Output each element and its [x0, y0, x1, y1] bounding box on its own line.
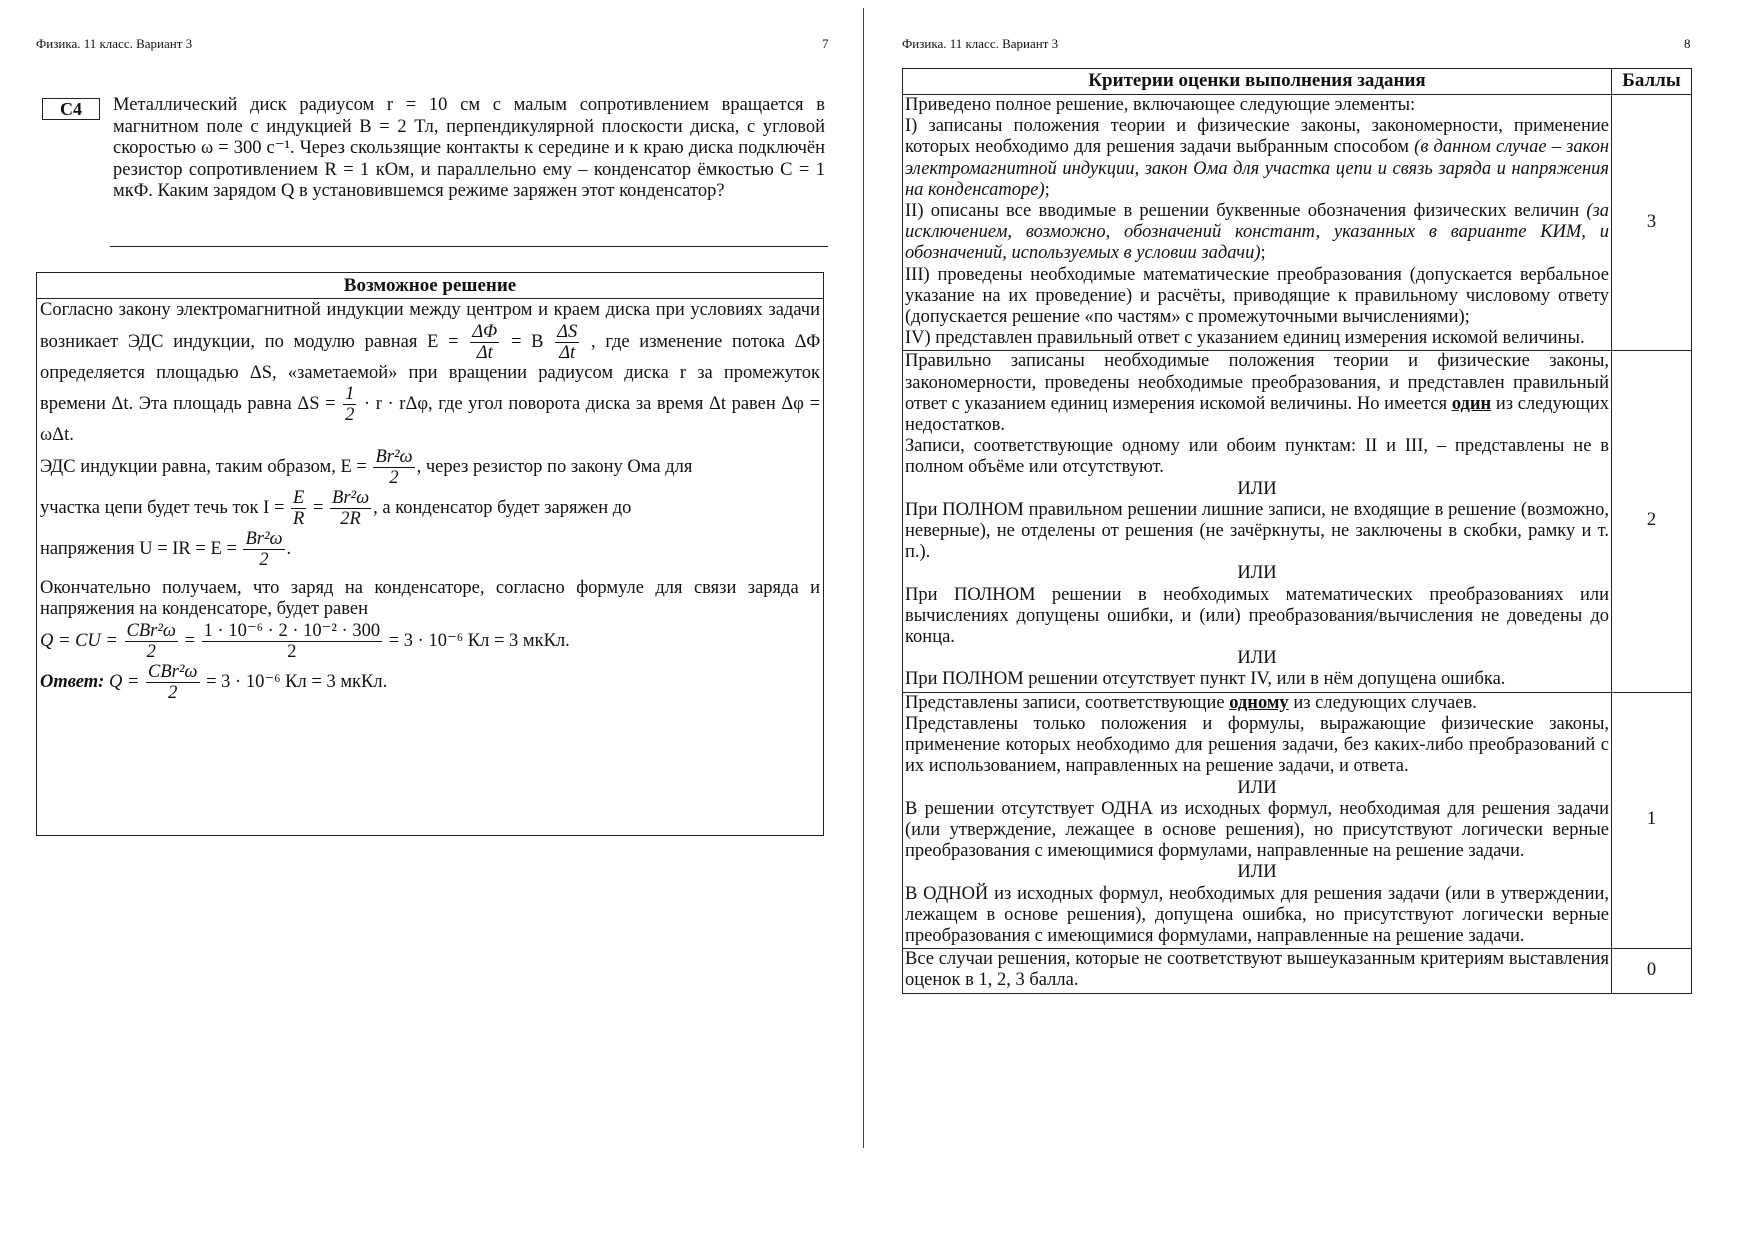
criteria-line — [905, 116, 1609, 201]
solution-paragraph-6 — [40, 621, 820, 662]
frac-num: ΔS — [557, 321, 578, 342]
frac-num: 1 · 10⁻⁶ · 2 · 10⁻² · 300 — [203, 620, 381, 641]
frac-num: Br²ω — [375, 446, 413, 467]
criteria-line: Записи, соответствующие одному или обоим пунктам: II и III, – представлены не в полном объёме или отсутствуют. — [905, 436, 1609, 478]
fraction-dphi-dt — [470, 322, 499, 363]
task-code: С4 — [42, 98, 100, 120]
points-cell: 1 — [1612, 692, 1692, 948]
criteria-emphasis: один — [1451, 393, 1492, 414]
criteria-text: Представлены записи, соответствующие — [905, 692, 1225, 713]
page-number: 7 — [822, 36, 829, 51]
frac-num: Br²ω — [332, 487, 370, 508]
frac-den: 2 — [287, 641, 297, 662]
criteria-cell — [903, 95, 1612, 351]
page-divider — [863, 8, 864, 1148]
frac-num: E — [293, 487, 305, 508]
p2-text-b: , через резистор по закону Ома для — [416, 456, 693, 477]
solution-paragraph-3 — [40, 488, 820, 529]
criteria-line: В решении отсутствует ОДНА из исходных формул, необходимая для решения задачи (или утверждение, лежащее в основе решения), но присутствуют логически верные преобразования с имеющимися формулами, направленные на решение задачи. — [905, 798, 1609, 862]
criteria-table — [902, 68, 1692, 994]
p6-text-a: Q = CU = — [40, 630, 118, 651]
col-header-criteria: Критерии оценки выполнения задания — [903, 69, 1612, 95]
criteria-cell — [903, 692, 1612, 948]
points-cell: 2 — [1612, 351, 1692, 692]
criteria-text: ; — [1260, 243, 1266, 264]
solution-paragraph-4 — [40, 529, 820, 570]
criteria-text: I) записаны положения теории и физические законы, закономерности, применение которых необходимо для решения задачи выбранным способом — [905, 116, 1609, 158]
frac-den: R — [293, 508, 305, 529]
frac-den: 2 — [146, 641, 156, 662]
criteria-line: При ПОЛНОМ решении в необходимых математических преобразованиях или вычислениях допущены ошибки, и (или) преобразования/вычисления не доведены до конца. — [905, 584, 1609, 648]
answer-text-a: Q = — [108, 671, 140, 692]
p1-text-b: , где изменение потока ΔΦ определяется площадью ΔS, «заметаемой» при вращении радиусом диска r за промежуток времени Δt. Эта площадь равна ΔS = — [40, 331, 821, 414]
solution-box — [36, 272, 824, 836]
criteria-line: Представлены только положения и формулы, выражающие физические законы, применение которых необходимо для решения задачи, без каких-либо преобразований с их использованием, направленных на решение задачи, и ответа. — [905, 713, 1609, 777]
frac-den: 2 — [259, 549, 269, 570]
frac-num: Br²ω — [245, 528, 283, 549]
criteria-cell — [903, 351, 1612, 692]
solution-paragraph-5: Окончательно получаем, что заряд на конденсаторе, согласно формуле для связи заряда и напряжения на конденсаторе, будет равен — [40, 577, 820, 619]
fraction-voltage — [243, 529, 284, 570]
or-separator: ИЛИ — [1237, 563, 1277, 584]
criteria-text: ; — [1044, 179, 1050, 200]
fraction-emf — [373, 447, 414, 488]
fraction-ds-dt — [555, 322, 579, 363]
criteria-note: (в данном случае – закон электромагнитной индукции, закон Ома для участка цепи и связь заряда и напряжения на конденсаторе) — [905, 137, 1609, 200]
p3-text-b: , а конденсатор будет заряжен до — [373, 497, 632, 518]
fraction-charge — [125, 621, 178, 662]
p6-text-b: = 3 · 10⁻⁶ Кл = 3 мкКл. — [388, 630, 570, 651]
criteria-line: При ПОЛНОМ решении отсутствует пункт IV, или в нём допущена ошибка. — [905, 669, 1506, 690]
table-row — [903, 351, 1692, 692]
points-cell: 3 — [1612, 95, 1692, 351]
criteria-text: из следующих недостатков. — [905, 393, 1610, 436]
fraction-e-r — [291, 488, 306, 529]
criteria-cell — [903, 949, 1612, 993]
p3-eq: = — [312, 497, 324, 518]
p4-text-a: напряжения U = IR = E = — [40, 538, 237, 559]
spacer — [40, 570, 820, 578]
answer-text-b: = 3 · 10⁻⁶ Кл = 3 мкКл. — [206, 671, 388, 692]
solution-body — [37, 299, 823, 703]
p1-text-c: · r · rΔφ, где угол поворота диска за время Δt равен Δφ = ωΔt. — [40, 393, 821, 445]
p1-text-a: Согласно закону электромагнитной индукции между центром и краем диска при условиях задачи возникает ЭДС индукции, по модулю равная E = — [40, 300, 820, 352]
frac-den: 2 — [389, 467, 399, 488]
fraction-numeric — [202, 621, 382, 662]
frac-den: 2 — [168, 682, 178, 703]
fraction-half — [343, 384, 356, 425]
frac-num: CBr²ω — [126, 620, 176, 641]
task-divider — [110, 246, 828, 247]
solution-answer — [40, 662, 820, 703]
p3-text-a: участка цепи будет течь ток I = — [40, 497, 285, 518]
fraction-current — [330, 488, 371, 529]
table-row — [903, 95, 1692, 351]
table-header-row — [903, 69, 1692, 95]
criteria-line: Все случаи решения, которые не соответствуют вышеуказанным критериям выставления оценок в 1, 2, 3 балла. — [905, 949, 1609, 991]
criteria-line — [905, 201, 1609, 265]
or-separator: ИЛИ — [1237, 648, 1277, 669]
criteria-text: Правильно записаны необходимые положения теории и физические законы, закономерности, проведены необходимые преобразования, и представлен правильный ответ с указанием единиц измерения искомой величины. Но имеется — [905, 351, 1609, 414]
right-page — [880, 0, 1754, 1239]
or-separator: ИЛИ — [1237, 862, 1277, 883]
left-page — [0, 0, 870, 1239]
criteria-note: (за исключением, возможно, обозначений констант, указанных в варианте КИМ, и обозначений, используемых в условии задачи) — [905, 201, 1609, 264]
solution-paragraph-1 — [40, 300, 820, 447]
table-row — [903, 949, 1692, 993]
criteria-line: III) проведены необходимые математические преобразования (допускается вербальное указание на их проведение) и расчёты, приводящие к правильному числовому ответу (допускается решение «по частям» с промежуточными вычислениями); — [905, 264, 1609, 328]
page-number: 8 — [1684, 36, 1691, 51]
criteria-line: IV) представлен правильный ответ с указанием единиц измерения искомой величины. — [905, 328, 1585, 349]
frac-num: 1 — [345, 384, 355, 404]
p6-eq: = — [184, 630, 196, 651]
p4-text-b: . — [286, 538, 292, 559]
criteria-line — [905, 351, 1609, 436]
frac-num: CBr²ω — [148, 661, 198, 682]
header-title: Физика. 11 класс. Вариант 3 — [36, 36, 193, 51]
task-text: Металлический диск радиусом r = 10 см с малым сопротивлением вращается в магнитном поле с индукцией B = 2 Тл, перпендикулярной плоскости диска, с угловой скоростью ω = 300 с⁻¹. Через скользящие контакты к середине и к краю диска подключён резистор сопротивлением R = 1 кОм, и параллельно ему – конденсатор ёмкостью C = 1 мкФ. Каким зарядом Q в установившемся режиме заряжен этот конденсатор? — [113, 95, 825, 201]
frac-den: Δt — [476, 342, 493, 363]
table-row — [903, 692, 1692, 948]
header-title: Физика. 11 класс. Вариант 3 — [902, 36, 1059, 51]
p2-text-a: ЭДС индукции равна, таким образом, E = — [40, 456, 367, 477]
criteria-line: Приведено полное решение, включающее следующие элементы: — [905, 95, 1416, 115]
frac-den: Δt — [559, 342, 576, 363]
answer-label: Ответ: — [40, 671, 105, 692]
frac-den: 2 — [345, 405, 355, 425]
or-separator: ИЛИ — [1237, 777, 1277, 798]
frac-den: 2R — [340, 508, 361, 529]
criteria-line: При ПОЛНОМ правильном решении лишние записи, не входящие в решение (возможно, неверные), не отделены от решения (не зачёркнуты, не заключены в скобки, рамку и т. п.). — [905, 499, 1609, 563]
points-cell: 0 — [1612, 949, 1692, 993]
criteria-line: В ОДНОЙ из исходных формул, необходимых для решения задачи (или в утверждении, лежащем в основе решения), допущена ошибка, но присутствуют логически верные преобразования с имеющимися формулами, направленные на решение задачи. — [905, 883, 1609, 946]
solution-title: Возможное решение — [37, 273, 823, 299]
criteria-line — [905, 693, 1609, 714]
criteria-emphasis: одному — [1229, 692, 1289, 713]
criteria-text: II) описаны все вводимые в решении буквенные обозначения физических величин — [905, 201, 1580, 222]
frac-num: ΔΦ — [472, 321, 498, 342]
fraction-answer — [146, 662, 199, 703]
or-separator: ИЛИ — [1237, 478, 1277, 499]
solution-paragraph-2 — [40, 447, 820, 488]
p1-eq-b: = B — [510, 331, 544, 352]
col-header-points: Баллы — [1612, 69, 1692, 95]
criteria-text: из следующих случаев. — [1293, 692, 1477, 713]
